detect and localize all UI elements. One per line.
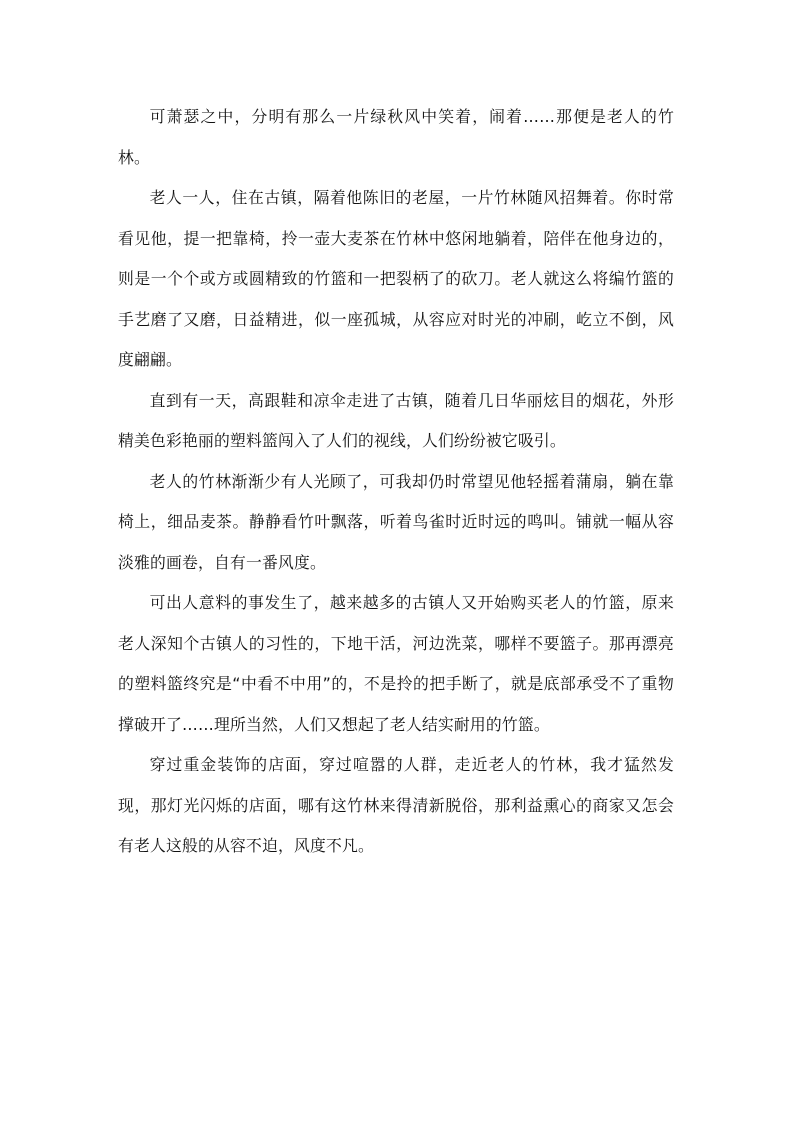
paragraph-6: 穿过重金装饰的店面，穿过喧嚣的人群，走近老人的竹林，我才猛然发现，那灯光闪烁的店面，哪有这竹林来得清新脱俗，那利益熏心的商家又怎会有老人这般的从容不迫，风度不凡。 bbox=[118, 755, 674, 855]
paragraph-2: 老人一人，住在古镇，隔着他陈旧的老屋，一片竹林随风招舞着。你时常看见他，提一把靠椅，拎一壶大麦茶在竹林中悠闲地躺着，陪伴在他身边的，则是一个个或方或圆精致的竹篮和一把裂柄了的砍刀。老人就这么将编竹篮的手艺磨了又磨，日益精进，似一座孤城，从容应对时光的冲刷，屹立不倒，风度翩翩。 bbox=[118, 188, 674, 369]
paragraph-3: 直到有一天，高跟鞋和凉伞走进了古镇，随着几日华丽炫目的烟花，外形精美色彩艳丽的塑料篮闯入了人们的视线，人们纷纷被它吸引。 bbox=[118, 390, 674, 450]
essay-body bbox=[118, 97, 674, 867]
paragraph-5: 可出人意料的事发生了，越来越多的古镇人又开始购买老人的竹篮，原来老人深知个古镇人的习性的，下地干活，河边洗菜，哪样不要篮子。那再漂亮的塑料篮终究是“中看不中用”的，不是拎的把手断了，就是底部承受不了重物撑破开了……理所当然，人们又想起了老人结实耐用的竹篮。 bbox=[118, 593, 674, 734]
paragraph-4: 老人的竹林渐渐少有人光顾了，可我却仍时常望见他轻摇着蒲扇，躺在靠椅上，细品麦茶。静静看竹叶飘落，听着鸟雀时近时远的鸣叫。铺就一幅从容淡雅的画卷，自有一番风度。 bbox=[118, 471, 674, 572]
paragraph-1: 可萧瑟之中，分明有那么一片绿秋风中笑着，闹着……那便是老人的竹林。 bbox=[118, 107, 674, 167]
